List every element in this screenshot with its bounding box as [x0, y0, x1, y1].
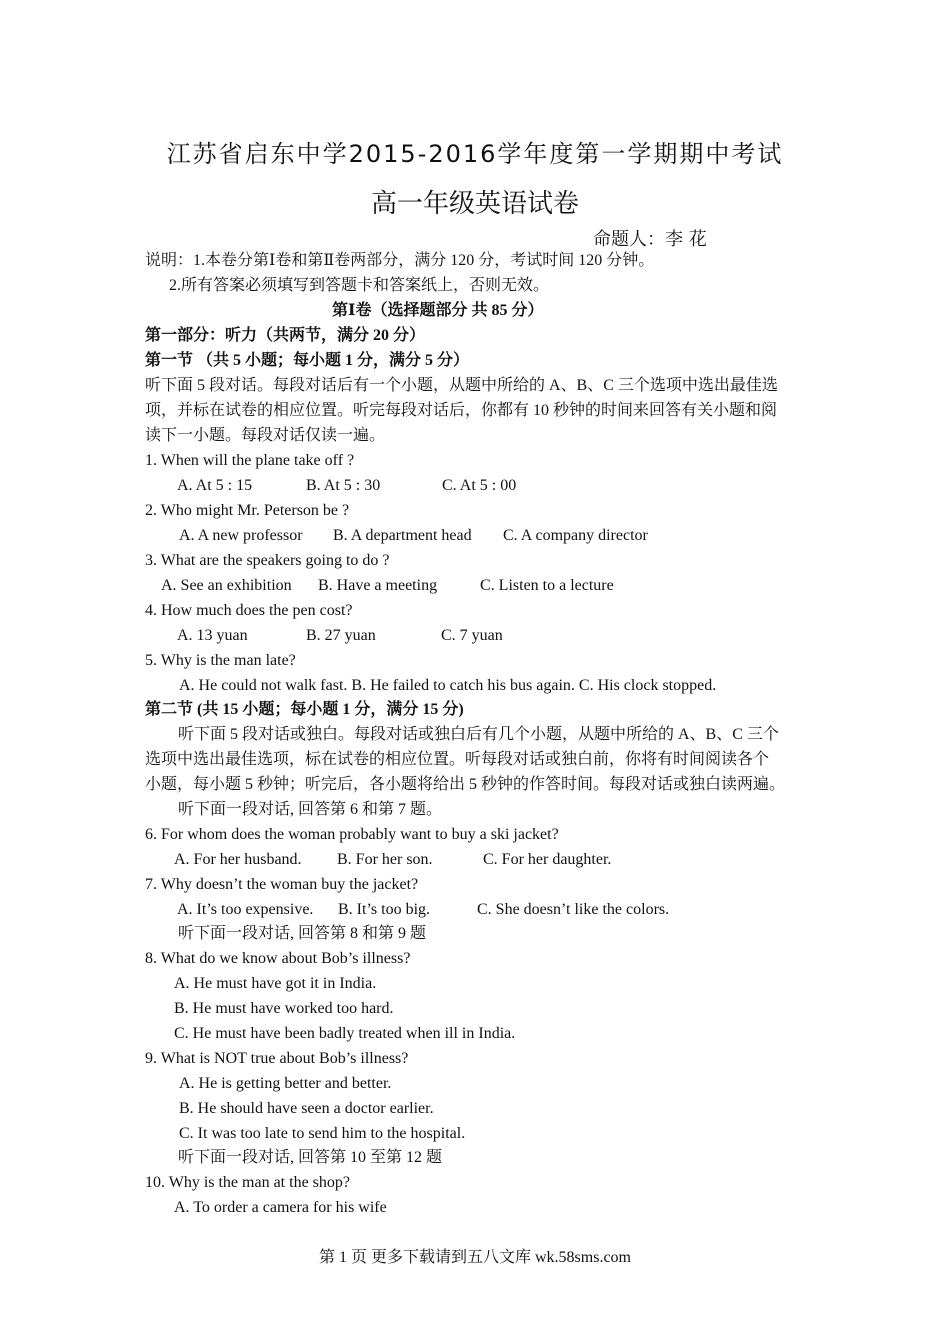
question: 7. Why doesn’t the woman buy the jacket?	[145, 876, 419, 893]
paper-title: 高一年级英语试卷	[370, 189, 579, 219]
option: B. He must have worked too hard.	[174, 1000, 394, 1017]
option: B. A department head	[333, 527, 472, 544]
option: C. For her daughter.	[483, 851, 612, 868]
question: 3. What are the speakers going to do ?	[145, 552, 390, 569]
option: B. 27 yuan	[306, 627, 376, 644]
question: 4. How much does the pen cost?	[145, 602, 353, 619]
part-title: 第一部分：听力（共两节，满分 20 分）	[145, 327, 426, 344]
question: 6. For whom does the woman probably want to buy a ski jacket?	[145, 826, 559, 843]
option: A. He could not walk fast. B. He failed to catch his bus again. C. His clock stopped.	[179, 677, 717, 694]
option: A. He is getting better and better.	[179, 1075, 392, 1092]
instruction-line: 项，并标在试卷的相应位置。听完每段对话后，你都有 10 秒钟的时间来回答有关小题和阅	[145, 402, 778, 419]
dialog-note: 听下面一段对话, 回答第 8 和第 9 题	[178, 925, 427, 942]
volume-title: 第Ⅰ卷（选择题部分 共 85 分）	[332, 302, 544, 319]
author: 命题人：李 花	[593, 229, 707, 250]
option: A. He must have got it in India.	[174, 975, 377, 992]
question: 9. What is NOT true about Bob’s illness?	[145, 1050, 409, 1067]
option: A. At 5 : 15	[177, 477, 253, 494]
instruction-line: 选项中选出最佳选项，标在试卷的相应位置。听每段对话或独白前，你将有时间阅读各个	[145, 751, 770, 768]
option: B. Have a meeting	[318, 577, 438, 594]
option: C. A company director	[503, 527, 648, 544]
option: B. He should have seen a doctor earlier.	[179, 1100, 434, 1117]
option: A. 13 yuan	[177, 627, 248, 644]
option: B. It’s too big.	[338, 901, 431, 918]
note-2: 2.所有答案必须填写到答题卡和答案纸上，否则无效。	[169, 277, 550, 294]
instruction-line: 小题，每小题 5 秒钟；听完后，各小题将给出 5 秒钟的作答时间。每段对话或独白读两遍。	[145, 776, 786, 793]
section-title: 第二节 (共 15 小题；每小题 1 分，满分 15 分)	[145, 701, 464, 718]
option: C. At 5 : 00	[442, 477, 517, 494]
option: C. She doesn’t like the colors.	[477, 901, 670, 918]
question: 1. When will the plane take off ?	[145, 452, 355, 469]
instruction-line: 听下面 5 段对话或独白。每段对话或独白后有几个小题，从题中所给的 A、B、C 三个	[178, 726, 779, 743]
option: C. He must have been badly treated when ill in India.	[174, 1025, 516, 1042]
option: A. For her husband.	[174, 851, 302, 868]
question: 8. What do we know about Bob’s illness?	[145, 950, 411, 967]
section-title: 第一节 （共 5 小题；每小题 1 分，满分 5 分）	[145, 352, 470, 369]
question: 10. Why is the man at the shop?	[145, 1174, 350, 1191]
option: C. 7 yuan	[441, 627, 503, 644]
instruction-line: 听下面 5 段对话。每段对话后有一个小题，从题中所给的 A、B、C 三个选项中选出最佳选	[145, 377, 778, 394]
option: A. To order a camera for his wife	[174, 1199, 387, 1216]
exam-title: 江苏省启东中学2015-2016学年度第一学期期中考试	[166, 140, 784, 168]
option: A. A new professor	[179, 527, 303, 544]
option: B. For her son.	[337, 851, 433, 868]
question: 2. Who might Mr. Peterson be ?	[145, 502, 350, 519]
page-footer: 第 1 页 更多下载请到五八文库 wk.58sms.com	[318, 1249, 631, 1266]
option: C. Listen to a lecture	[480, 577, 614, 594]
dialog-note: 听下面一段对话, 回答第 10 至第 12 题	[178, 1149, 443, 1166]
option: A. It’s too expensive.	[177, 901, 314, 918]
instruction-line: 读下一小题。每段对话仅读一遍。	[145, 427, 386, 444]
option: A. See an exhibition	[161, 577, 292, 594]
option: B. At 5 : 30	[306, 477, 381, 494]
option: C. It was too late to send him to the hospital.	[179, 1125, 466, 1142]
question: 5. Why is the man late?	[145, 652, 296, 669]
note-1: 说明：1.本卷分第Ⅰ卷和第Ⅱ卷两部分，满分 120 分，考试时间 120 分钟。	[145, 252, 655, 269]
dialog-note: 听下面一段对话, 回答第 6 和第 7 题。	[178, 801, 443, 818]
